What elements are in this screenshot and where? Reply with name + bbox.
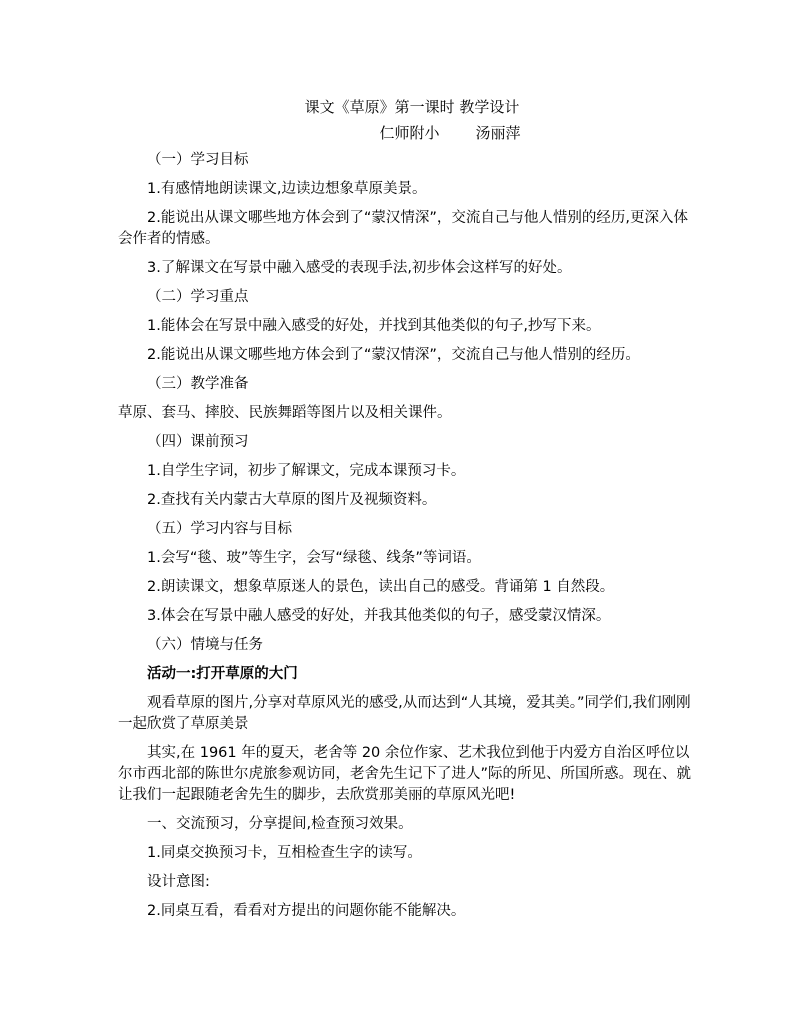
section-heading-focus: （二）学习重点: [147, 289, 249, 305]
paragraph: 2.朗读课文，想象草原迷人的景色，读出自己的感受。背诵第 1 自然段。: [147, 579, 615, 595]
author-line: [118, 122, 694, 144]
section-heading-preview: （四）课前预习: [147, 434, 249, 450]
paragraph: 3.了解课文在写景中融入感受的表现手法,初步体会这样写的好处。: [147, 260, 572, 276]
paragraph: 2.同桌互看，看看对方提出的问题你能不能解决。: [147, 903, 466, 919]
author-name: 汤丽萍: [475, 124, 521, 142]
section-heading-content: （五）学习内容与目标: [147, 521, 292, 537]
paragraph: 其实,在 1961 年的夏天，老舍等 20 余位作家、艺术我位到他于内爱方自治区呼位以尔市西北部的陈世尔虎旅参观访同，老舍先生记下了进人”际的所见、所国所惑。现在、就让我们一起跟随老舍先生的脚步，去欣赏那美丽的草原风光吧!: [118, 745, 692, 803]
paragraph: 1.会写“毯、玻”等生字，会写“绿毯、线条”等词语。: [147, 550, 481, 566]
author-school: 仁师附小: [379, 124, 440, 142]
paragraph: 一、交流预习，分享提间,检查预习效果。: [147, 816, 413, 832]
paragraph: 草原、套马、摔胶、民族舞蹈等图片以及相关课件。: [118, 405, 452, 421]
document-title: 课文《草原》第一课时 教学设计: [304, 98, 520, 116]
section-heading-goals: （一）学习目标: [147, 152, 249, 168]
section-heading-tasks: （六）情境与任务: [147, 637, 263, 653]
paragraph: 1.同桌交换预习卡，互相检查生字的读写。: [147, 845, 422, 861]
activity-heading: 活动一:打开草原的大门: [147, 666, 298, 682]
paragraph: 2.查找有关内蒙古大草原的图片及视频资料。: [147, 492, 437, 508]
paragraph: 设计意图:: [147, 874, 210, 890]
paragraph: 观看草原的图片,分享对草原风光的感受,从而达到“人其境，爱其美。”同学们,我们刚刚一起欣赏了草原美景: [118, 695, 691, 732]
paragraph: 1.能体会在写景中融入感受的好处，并找到其他类似的句子,抄写下来。: [147, 318, 601, 334]
paragraph: 2.能说出从课文哪些地方体会到了“蒙汉情深”，交流自己与他人惜别的经历。: [147, 347, 640, 363]
paragraph: 1.自学生字词，初步了解课文，完成本课预习卡。: [147, 463, 466, 479]
section-heading-preparation: （三）教学准备: [147, 376, 249, 392]
document-body: [118, 96, 694, 930]
paragraph: 1.有感情地朗读课文,边读边想象草原美景。: [147, 181, 427, 197]
paragraph: 3.体会在写景中融人感受的好处，并我其他类似的句子，感受蒙汉情深。: [147, 608, 611, 624]
paragraph: 2.能说出从课文哪些地方体会到了“蒙汉情深”，交流自己与他人惜别的经历,更深入体会作者的情感。: [118, 210, 688, 247]
